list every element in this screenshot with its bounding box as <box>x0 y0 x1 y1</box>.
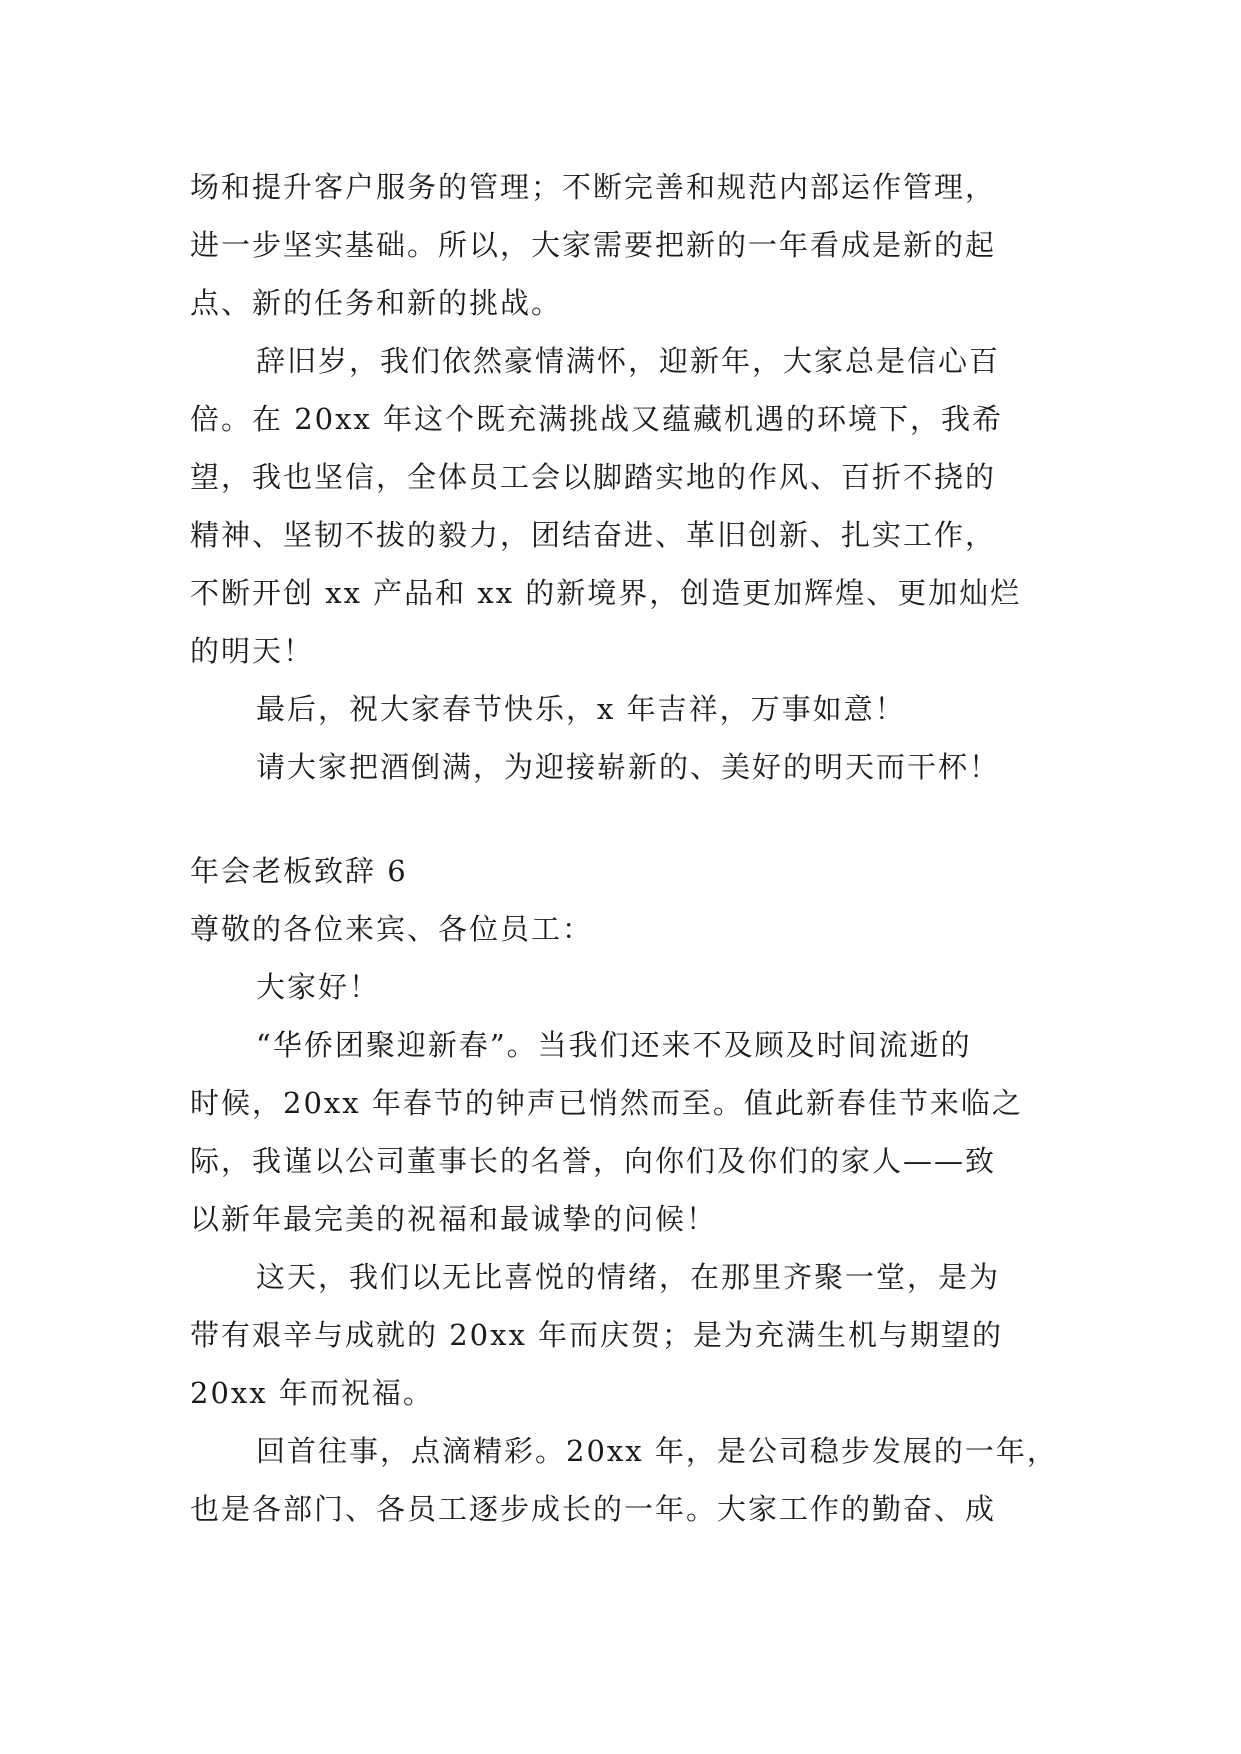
paragraph-continuation <box>190 158 1060 332</box>
text-line: 这天，我们以无比喜悦的情绪，在那里齐聚一堂，是为 <box>256 1260 1001 1294</box>
text-line: 望，我也坚信，全体员工会以脚踏实地的作风、百折不挠的 <box>190 460 997 494</box>
paragraph-toast: 请大家把酒倒满，为迎接崭新的、美好的明天而干杯！ <box>256 750 1001 784</box>
text-line: “华侨团聚迎新春”。当我们还来不及顾及时间流逝的 <box>256 1028 972 1062</box>
text-line: 的明天！ <box>190 634 315 668</box>
text-line: 回首往事，点滴精彩。20xx 年，是公司稳步发展的一年， <box>256 1434 1058 1468</box>
document-body <box>190 158 1060 1538</box>
text-line: 进一步坚实基础。所以，大家需要把新的一年看成是新的起 <box>190 228 997 262</box>
paragraph-wishes: 最后，祝大家春节快乐，x 年吉祥，万事如意！ <box>256 692 906 726</box>
paragraph-new-year-hope <box>190 332 1060 680</box>
text-line: 点、新的任务和新的挑战。 <box>190 286 563 320</box>
text-line: 辞旧岁，我们依然豪情满怀，迎新年，大家总是信心百 <box>256 344 1001 378</box>
salutation: 尊敬的各位来宾、各位员工： <box>190 912 594 946</box>
section-title: 年会老板致辞 6 <box>190 854 408 888</box>
text-line: 际，我谨以公司董事长的名誉，向你们及你们的家人——致 <box>190 1144 997 1178</box>
text-line: 带有艰辛与成就的 20xx 年而庆贺；是为充满生机与期望的 <box>190 1318 1004 1352</box>
paragraph-review <box>190 1422 1060 1538</box>
text-line: 也是各部门、各员工逐步成长的一年。大家工作的勤奋、成 <box>190 1492 997 1526</box>
text-line: 场和提升客户服务的管理；不断完善和规范内部运作管理， <box>190 170 997 204</box>
greeting: 大家好！ <box>256 970 381 1004</box>
paragraph-spring-festival <box>190 1016 1060 1248</box>
text-line: 以新年最完美的祝福和最诚挚的问候！ <box>190 1202 718 1236</box>
text-line: 倍。在 20xx 年这个既充满挑战又蕴藏机遇的环境下，我希 <box>190 402 1004 436</box>
text-line: 时候，20xx 年春节的钟声已悄然而至。值此新春佳节来临之 <box>190 1086 1023 1120</box>
text-line: 20xx 年而祝福。 <box>190 1376 434 1410</box>
text-line: 精神、坚韧不拔的毅力，团结奋进、革旧创新、扎实工作， <box>190 518 997 552</box>
text-line: 不断开创 xx 产品和 xx 的新境界，创造更加辉煌、更加灿烂 <box>190 576 1022 610</box>
section-gap <box>190 796 1060 842</box>
paragraph-gathering <box>190 1248 1060 1422</box>
